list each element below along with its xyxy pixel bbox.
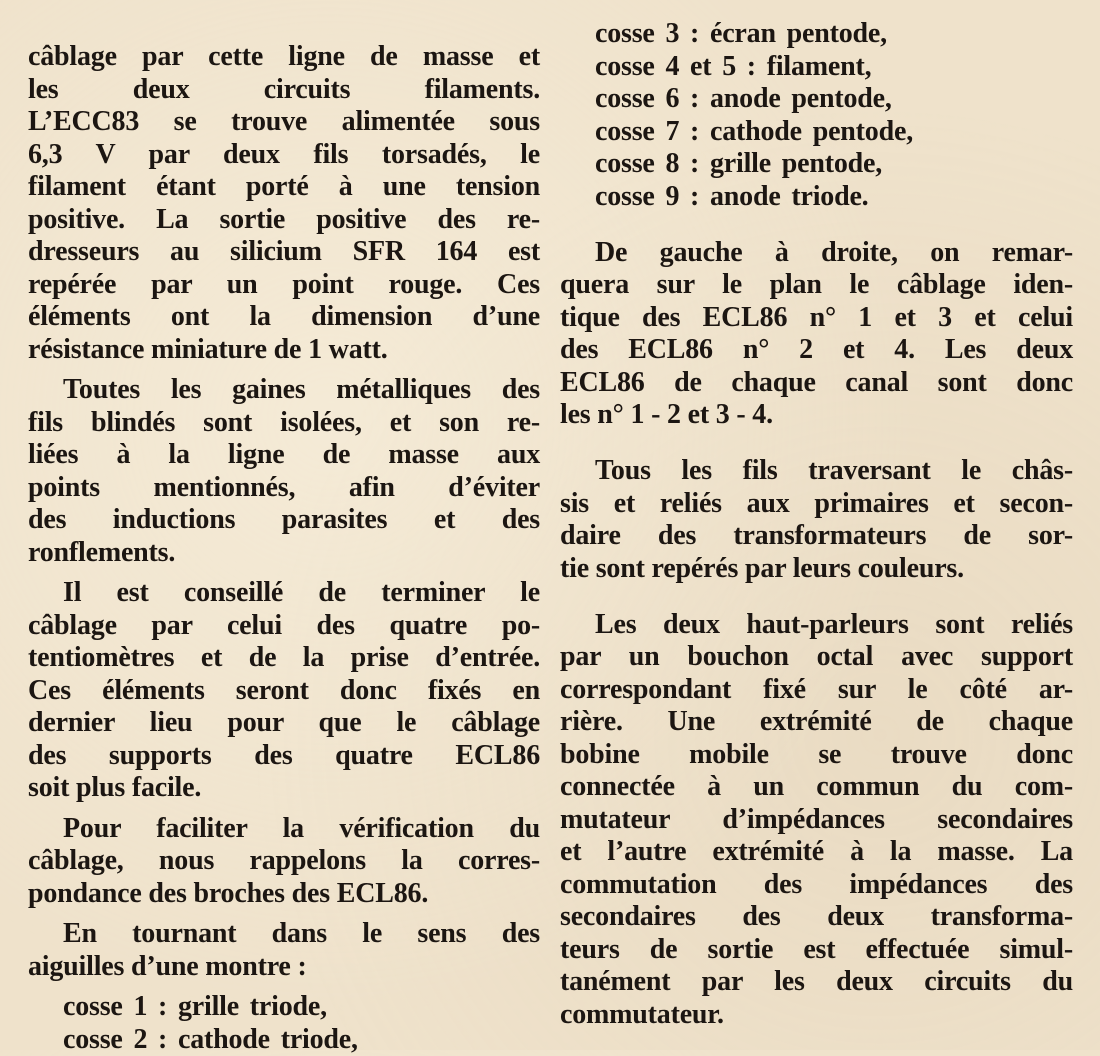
text-line: tie sont repérés par leurs couleurs. <box>560 552 964 584</box>
pin-list-item: cosse 2 : cathode triode, <box>63 1023 358 1055</box>
text-line: Il est conseillé de terminer le <box>63 577 540 608</box>
text-line: teurs de sortie est effectuée simul- <box>560 933 1073 965</box>
text-line: points mentionnés, afin d’éviter <box>28 471 540 503</box>
text-line: soit plus facile. <box>28 772 202 803</box>
text-line: repérée par un point rouge. Ces <box>28 268 540 300</box>
text-line: Toutes les gaines métalliques des <box>63 374 540 405</box>
text-line: éléments ont la dimension d’une <box>28 301 540 332</box>
text-line: positive. La sortie positive des re- <box>28 203 540 235</box>
text-line: mutateur d’impédances secondaires <box>560 803 1073 835</box>
text-line: L’ECC83 se trouve alimentée sous <box>28 106 540 137</box>
text-line: des ECL86 n° 2 et 4. Les deux <box>560 334 1073 365</box>
text-line: fils blindés sont isolées, et son re- <box>28 406 540 438</box>
text-line: les deux circuits filaments. <box>28 73 540 105</box>
text-line: câblage, nous rappelons la corres- <box>28 845 540 876</box>
text-line: des supports des quatre ECL86 <box>28 739 540 771</box>
text-line: secondaires des deux transforma- <box>560 901 1073 932</box>
text-line: les n° 1 - 2 et 3 - 4. <box>560 399 773 430</box>
text-line: ronflements. <box>28 536 176 568</box>
text-line: connectée à un commun du com- <box>560 771 1073 802</box>
text-line: quera sur le plan le câblage iden- <box>560 269 1073 300</box>
text-line: dresseurs au silicium SFR 164 est <box>28 236 540 267</box>
text-line: des inductions parasites et des <box>28 504 540 535</box>
text-line: Tous les fils traversant le châs- <box>595 455 1073 486</box>
pin-list-item: cosse 9 : anode triode. <box>595 180 869 212</box>
text-line: correspondant fixé sur le côté ar- <box>560 673 1073 705</box>
text-line: tique des ECL86 n° 1 et 3 et celui <box>560 301 1073 333</box>
text-line: câblage par celui des quatre po- <box>28 609 540 641</box>
text-line: De gauche à droite, on remar- <box>595 236 1073 268</box>
pin-list-item: cosse 3 : écran pentode, <box>595 18 887 49</box>
text-line: Les deux haut-parleurs sont reliés <box>595 608 1073 640</box>
text-line: 6,3 V par deux fils torsadés, le <box>28 138 540 170</box>
text-line: dernier lieu pour que le câblage <box>28 707 540 738</box>
text-line: En tournant dans le sens des <box>63 918 540 949</box>
text-line: commutateur. <box>560 998 724 1030</box>
text-line: liées à la ligne de masse aux <box>28 439 540 470</box>
pin-list-item: cosse 6 : anode pentode, <box>595 83 892 114</box>
text-line: commutation des impédances des <box>560 868 1073 900</box>
text-line: tentiomètres et de la prise d’entrée. <box>28 642 540 673</box>
text-line: pondance des broches des ECL86. <box>28 877 429 909</box>
text-line: sis et reliés aux primaires et secon- <box>560 487 1073 519</box>
text-line: tanément par les deux circuits du <box>560 966 1073 997</box>
text-line: bobine mobile se trouve donc <box>560 738 1073 770</box>
text-line: filament étant porté à une tension <box>28 171 540 202</box>
text-line: et l’autre extrémité à la masse. La <box>560 836 1073 867</box>
text-line: rière. Une extrémité de chaque <box>560 706 1073 737</box>
text-line: Ces éléments seront donc fixés en <box>28 674 540 706</box>
pin-list-item: cosse 4 et 5 : filament, <box>595 50 872 82</box>
pin-list-item: cosse 7 : cathode pentode, <box>595 115 913 147</box>
text-line: Pour faciliter la vérification du <box>63 812 540 844</box>
text-line: résistance miniature de 1 watt. <box>28 333 388 365</box>
text-line: câblage par cette ligne de masse et <box>28 41 540 72</box>
text-line: aiguilles d’une montre : <box>28 950 307 982</box>
text-line: ECL86 de chaque canal sont donc <box>560 366 1073 398</box>
text-line: daire des transformateurs de sor- <box>560 520 1073 551</box>
pin-list-item: cosse 8 : grille pentode, <box>595 148 883 179</box>
text-line: par un bouchon octal avec support <box>560 641 1073 672</box>
pin-list-item: cosse 1 : grille triode, <box>63 991 327 1022</box>
